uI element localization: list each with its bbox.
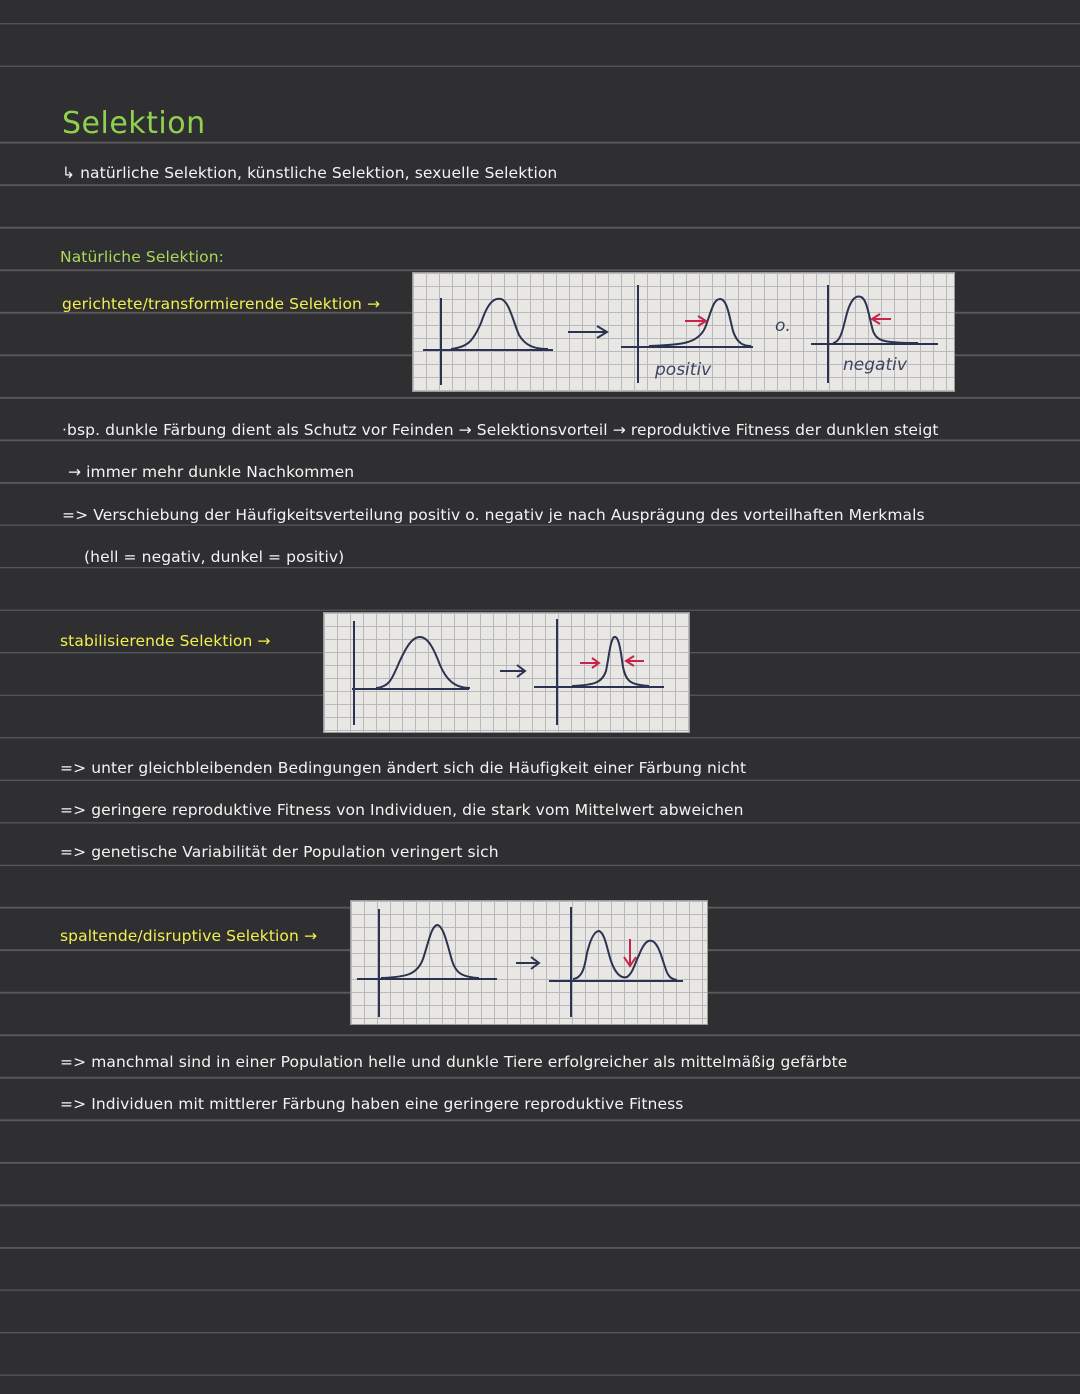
stabilizing-selection-label: stabilisierende Selektion → (60, 632, 271, 650)
disruptive-note-1: => manchmal sind in einer Population helle und dunkle Tiere erfolgreicher als mittelmäßig gefärbte (60, 1053, 848, 1071)
directional-selection-label: gerichtete/transformierende Selektion → (62, 295, 381, 313)
page-title: Selektion (62, 106, 206, 141)
stabilizing-selection-figure (323, 612, 690, 733)
or-label: o. (775, 316, 791, 336)
stabilizing-note-2: => geringere reproduktive Fitness von Individuen, die stark vom Mittelwert abweichen (60, 801, 744, 819)
disruptive-selection-label: spaltende/disruptive Selektion → (60, 927, 318, 945)
disruptive-selection-figure (350, 900, 708, 1025)
intro-line: ↳ natürliche Selektion, künstliche Selektion, sexuelle Selektion (62, 164, 558, 182)
directional-note-2: → immer mehr dunkle Nachkommen (68, 463, 355, 481)
directional-note-4: (hell = negativ, dunkel = positiv) (84, 548, 345, 566)
directional-selection-sketch (413, 273, 954, 391)
directional-note-1: ·bsp. dunkle Färbung dient als Schutz vor Feinden → Selektionsvorteil → reproduktive Fitness der dunklen steigt (62, 421, 939, 439)
natural-selection-heading: Natürliche Selektion: (60, 248, 224, 266)
disruptive-selection-sketch (351, 901, 707, 1024)
negative-label: negativ (843, 355, 907, 375)
directional-selection-figure (412, 272, 955, 392)
directional-note-3: => Verschiebung der Häufigkeitsverteilung positiv o. negativ je nach Ausprägung des vorteilhaften Merkmals (62, 506, 925, 524)
disruptive-note-2: => Individuen mit mittlerer Färbung haben eine geringere reproduktive Fitness (60, 1095, 684, 1113)
stabilizing-selection-sketch (324, 613, 689, 732)
stabilizing-note-3: => genetische Variabilität der Population veringert sich (60, 843, 499, 861)
positive-label: positiv (655, 360, 712, 380)
stabilizing-note-1: => unter gleichbleibenden Bedingungen ändert sich die Häufigkeit einer Färbung nicht (60, 759, 747, 777)
